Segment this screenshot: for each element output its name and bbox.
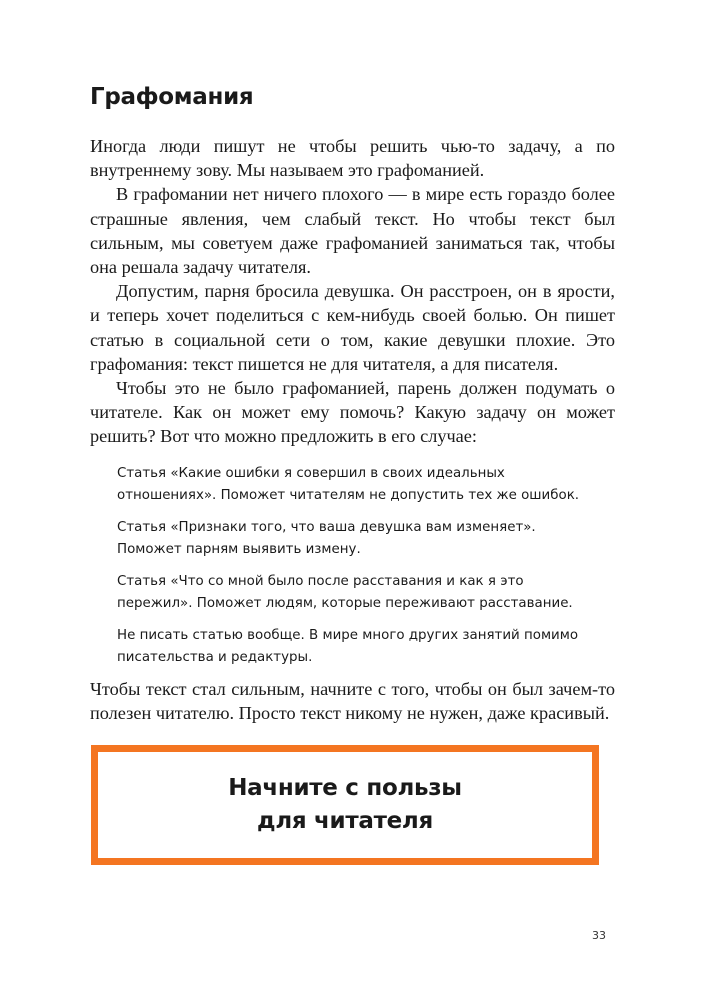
example-item: Статья «Признаки того, что ваша девушка вам изменяет». Поможет парням выявить измену. <box>117 520 536 557</box>
callout-box <box>91 745 599 865</box>
paragraph-4: Чтобы это не было графоманией, парень должен подумать о читателе. Как он может ему помочь? Какую задачу он может решить? Вот что можно предложить в его случае: <box>90 378 615 447</box>
section-heading: Графомания <box>90 84 254 110</box>
callout-line-1: Начните с пользы <box>228 775 462 801</box>
example-item: Статья «Какие ошибки я совершил в своих идеальных отношениях». Поможет читателям не допустить тех же ошибок. <box>117 466 580 503</box>
conclusion-text-block <box>90 677 615 725</box>
callout-line-2: для читателя <box>257 808 433 834</box>
example-item: Не писать статью вообще. В мире много других занятий помимо писательства и редактуры. <box>117 628 579 665</box>
examples-list <box>117 463 597 679</box>
paragraph-2: В графомании нет ничего плохого — в мире есть гораздо более страшные явления, чем слабый текст. Но чтобы текст был сильным, мы советуем даже графоманией заниматься так, чтобы она решала задачу читателя. <box>90 184 615 278</box>
paragraph-1: Иногда люди пишут не чтобы решить чью-то задачу, а по внутреннему зову. Мы называем это графоманией. <box>90 136 615 181</box>
conclusion-paragraph: Чтобы текст стал сильным, начните с того, чтобы он был зачем-то полезен читателю. Просто текст никому не нужен, даже красивый. <box>90 679 615 724</box>
page-number: 33 <box>592 929 606 942</box>
example-item: Статья «Что со мной было после расставания и как я это пережил». Поможет людям, которые переживают расставание. <box>117 574 573 611</box>
callout-text <box>228 772 462 838</box>
intro-text-block <box>90 134 615 449</box>
paragraph-3: Допустим, парня бросила девушка. Он расстроен, он в ярости, и теперь хочет поделиться с кем-нибудь своей болью. Он пишет статью в социальной сети о том, какие девушки плохие. Это графомания: текст пишется не для читателя, а для писателя. <box>90 281 615 374</box>
